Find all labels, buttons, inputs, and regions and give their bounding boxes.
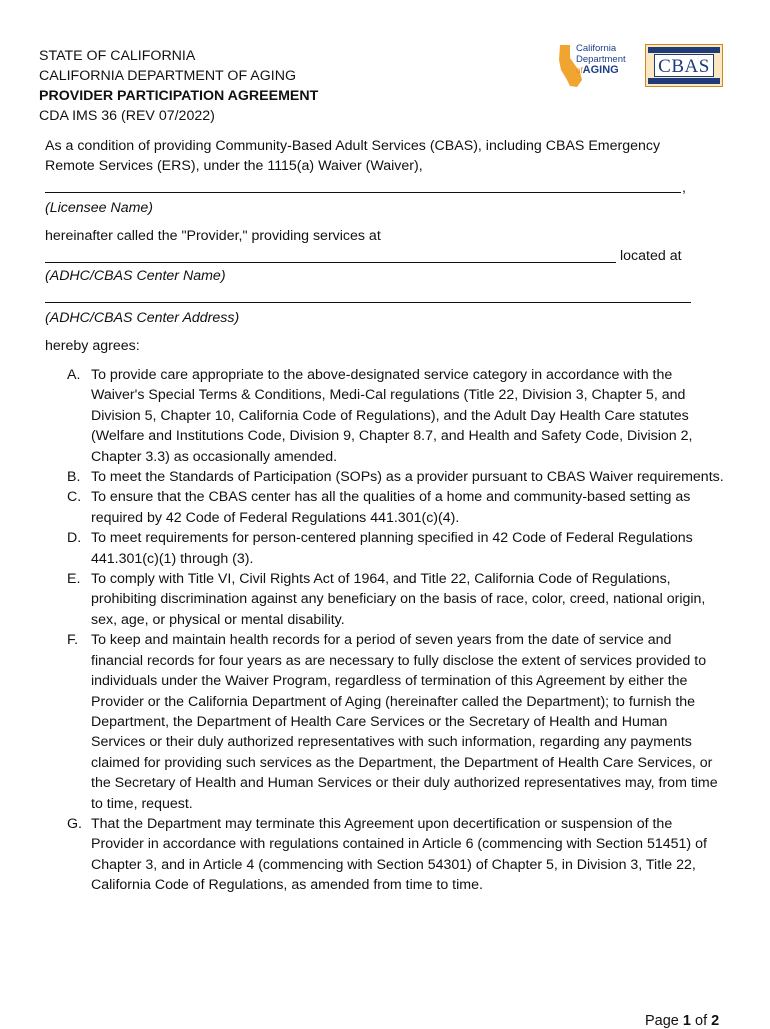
- cda-logo-line1: California: [576, 43, 617, 54]
- item-letter: A.: [67, 367, 81, 383]
- page-number: [645, 1013, 719, 1029]
- intro-line-2: Remote Services (ERS), under the 1115(a) Waiver (Waiver),: [45, 158, 423, 174]
- agreement-item-f: [45, 630, 725, 814]
- item-letter: G.: [67, 815, 82, 832]
- logo-area: [556, 42, 726, 90]
- intro-line-1: As a condition of providing Community-Based Adult Services (CBAS), including CBAS Emergency: [45, 138, 661, 154]
- item-text: To ensure that the CBAS center has all the qualities of a home and community-based setting as required by 42 Code of Federal Regulations 441.301(c)(4).: [91, 489, 691, 526]
- item-letter: D.: [67, 530, 82, 547]
- page-total: 2: [711, 1013, 720, 1029]
- item-text: That the Department may terminate this Agreement upon decertification or suspension of the Provider in accordance with regulations contained in Article 6 (commencing with Section 51451) of Chapter 3, and in Article 4 (commencing with Section 54301) of Chapter 5, in Division 3, Title 22, California Code of Regulations, as amended from time to time.: [91, 815, 707, 894]
- item-letter: C.: [67, 489, 82, 506]
- page-current: 1: [682, 1013, 691, 1029]
- department-line: CALIFORNIA DEPARTMENT OF AGING: [39, 68, 296, 84]
- hereinafter-text: hereinafter called the "Provider," providing services at: [45, 228, 381, 244]
- agreement-item-c: [45, 487, 725, 528]
- licensee-name-label: (Licensee Name): [45, 200, 154, 216]
- cda-logo: [556, 42, 638, 90]
- center-name-label: (ADHC/CBAS Center Name): [45, 268, 226, 284]
- item-text: To comply with Title VI, Civil Rights Act of 1964, and Title 22, California Code of Regulations, prohibiting discrimination against any beneficiary on the basis of race, color, creed, national origin, sex, age, or physical or mental disability.: [91, 571, 706, 628]
- agreement-item-a: [45, 365, 725, 467]
- agreement-item-d: [45, 528, 725, 569]
- agreement-terms-list: [45, 365, 725, 896]
- cda-logo-aging: AGING: [582, 64, 619, 76]
- licensee-name-line: [45, 192, 681, 193]
- licensee-comma: ,: [682, 180, 686, 196]
- center-address-label: (ADHC/CBAS Center Address): [45, 310, 240, 326]
- item-letter: F.: [67, 632, 79, 649]
- cda-logo-of: of: [576, 66, 583, 75]
- cbas-logo-top-band: [648, 47, 720, 53]
- cbas-logo-bottom-band: [648, 78, 720, 84]
- item-letter: E.: [67, 571, 81, 588]
- item-text: To meet requirements for person-centered planning specified in 42 Code of Federal Regulations 441.301(c)(1) through (3).: [91, 530, 693, 567]
- form-title: PROVIDER PARTICIPATION AGREEMENT: [39, 88, 319, 104]
- center-address-line: [45, 302, 691, 303]
- cbas-logo: [645, 44, 723, 87]
- of-word: of: [695, 1013, 708, 1029]
- agreement-item-e: [45, 569, 725, 630]
- cbas-logo-inner: [654, 54, 714, 77]
- form-header: [39, 46, 318, 126]
- cbas-logo-text: CBAS: [658, 56, 710, 77]
- cda-logo-text: [576, 44, 626, 77]
- item-letter: B.: [67, 469, 81, 486]
- page-word: Page: [645, 1013, 679, 1029]
- cda-logo-line2: Department: [576, 53, 626, 65]
- item-text: To meet the Standards of Participation (SOPs) as a provider pursuant to CBAS Waiver requirements.: [91, 469, 724, 486]
- item-text: To keep and maintain health records for a period of seven years from the date of service and financial records for four years as are necessary to fully disclose the extent of services provided to individuals under the Waiver Program, regardless of termination of this Agreement by either the Provider or the California Department of Aging (hereinafter called the Department); to furnish the Department, the Department of Health Care Services or the Secretary of Health and Human Services or their duly authorized representatives with such information, regarding any payments claimed for providing such services as the Department, the Department of Health Care Services, or the Secretary of Health and Human Services or their duly authorized representatives may, from time to time, request.: [91, 632, 718, 812]
- form-number: CDA IMS 36 (REV 07/2022): [39, 108, 215, 124]
- center-name-line: [45, 262, 616, 263]
- located-at-text: located at: [620, 248, 682, 264]
- hereby-agrees-text: hereby agrees:: [45, 338, 140, 354]
- state-line: STATE OF CALIFORNIA: [39, 48, 196, 64]
- agreement-item-b: [45, 467, 725, 487]
- item-text: To provide care appropriate to the above-designated service category in accordance with the Waiver's Special Terms & Conditions, Medi-Cal regulations (Title 22, Division 3, Chapter 5, and Division 5, Chapter 10, California Code of Regulations), and the Adult Day Health Care statutes (Welfare and Institutions Code, Division 9, Chapter 8.7, and Health and Safety Code, Division 2, Chapter 3.3) as occasionally amended.: [91, 367, 693, 465]
- agreement-item-g: [45, 814, 725, 896]
